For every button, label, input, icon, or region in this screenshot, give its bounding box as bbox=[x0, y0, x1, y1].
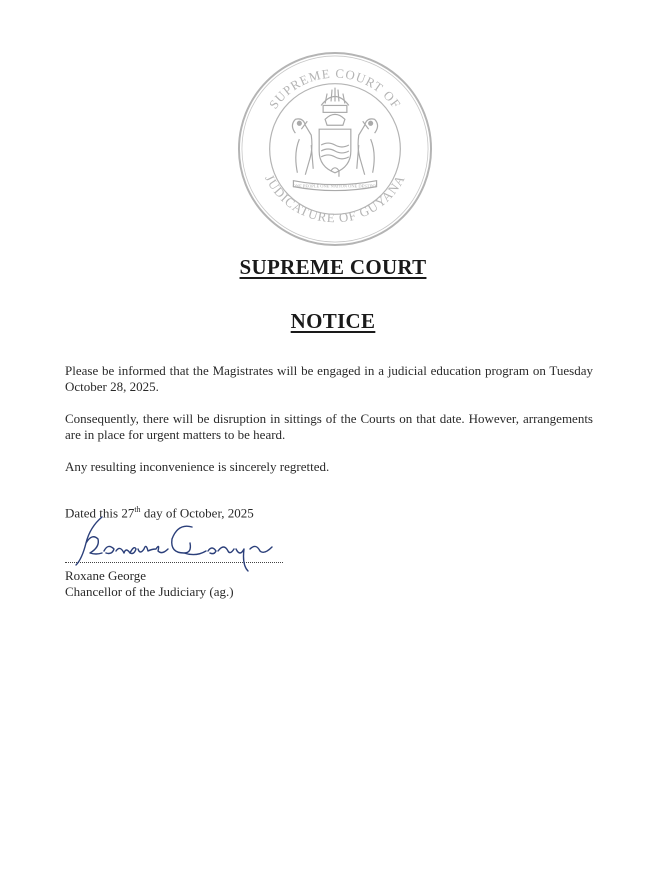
seal-motto: ONE PEOPLE ONE NATION ONE DESTINY bbox=[292, 183, 378, 189]
handwritten-signature-icon bbox=[72, 513, 292, 575]
seal-top-text: SUPREME COURT OF bbox=[266, 66, 404, 112]
dated-suffix: day of October, 2025 bbox=[140, 505, 254, 521]
dated-superscript: th bbox=[134, 505, 141, 514]
notice-paragraph-2: Consequently, there will be disruption in sittings of the Courts on that date. However, arrangements are in place for urgent matters to be heard. bbox=[65, 411, 593, 442]
notice-paragraph-3: Any resulting inconvenience is sincerely regretted. bbox=[65, 459, 330, 474]
signer-name: Roxane George bbox=[65, 568, 146, 583]
supreme-court-seal-icon bbox=[236, 50, 434, 248]
seal-bottom-text: JUDICATURE OF GUYANA bbox=[262, 172, 408, 226]
dated-prefix: Dated this 27 bbox=[65, 505, 135, 521]
signer-title: Chancellor of the Judiciary (ag.) bbox=[65, 584, 234, 599]
notice-heading bbox=[0, 309, 666, 334]
page-title bbox=[0, 255, 666, 280]
svg-text:JUDICATURE OF GUYANA bbox=[262, 172, 408, 225]
notice-heading-text: NOTICE bbox=[290, 309, 376, 333]
notice-paragraph-1: Please be informed that the Magistrates will be engaged in a judicial education program on Tuesday October 28, 2025. bbox=[65, 363, 593, 394]
page-title-text: SUPREME COURT bbox=[239, 255, 427, 279]
